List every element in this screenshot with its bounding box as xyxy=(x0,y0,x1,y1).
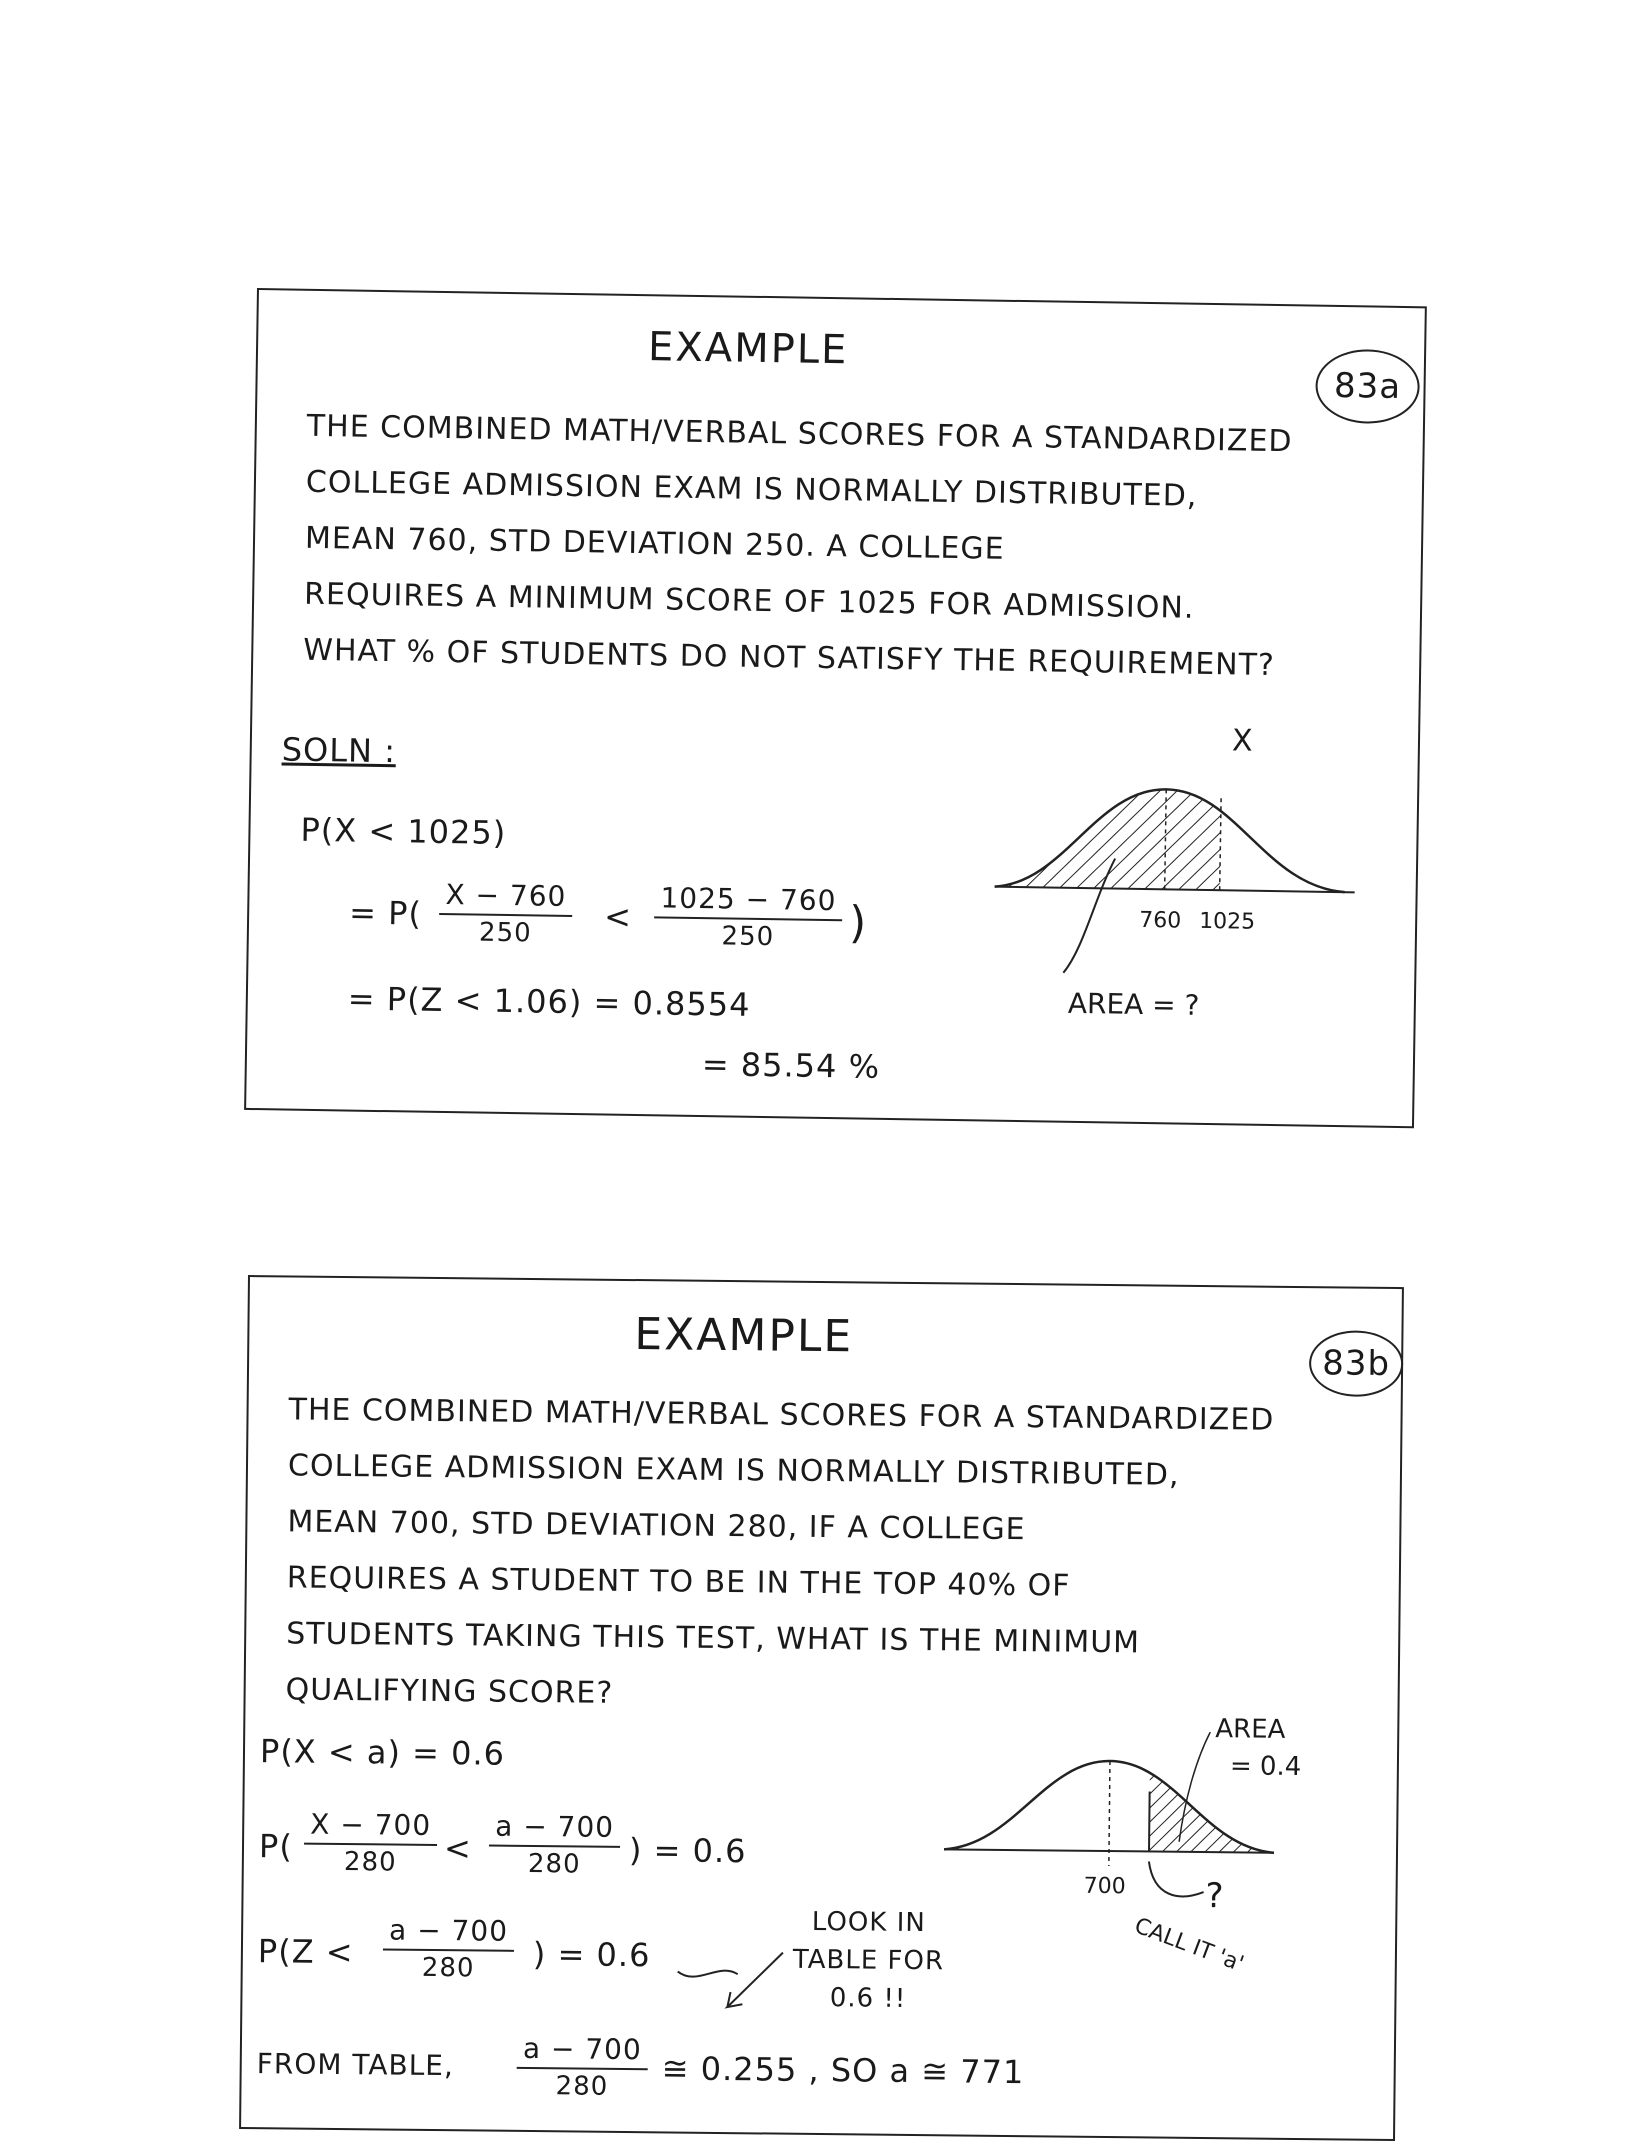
cutoff-line xyxy=(1149,1791,1150,1851)
solution-step: P(X < a) = 0.6 xyxy=(259,1732,506,1773)
solution-step: P(X < 1025) xyxy=(300,810,507,852)
question-mark: ? xyxy=(1205,1876,1224,1917)
problem-line: STUDENTS TAKING THIS TEST, WHAT IS THE MINIMUM xyxy=(286,1616,1141,1661)
note-line: 0.6 !! xyxy=(829,1983,907,2014)
area-label: AREA xyxy=(1215,1714,1286,1745)
fraction-denominator: 250 xyxy=(721,921,775,953)
fraction xyxy=(439,878,573,949)
area-label: AREA = ? xyxy=(1067,986,1200,1022)
page-badge: 83b xyxy=(1309,1330,1404,1397)
fraction-denominator: 250 xyxy=(478,917,532,949)
paren: ) xyxy=(848,897,868,949)
fraction-denominator: 280 xyxy=(343,1847,397,1878)
note-arrow xyxy=(672,1931,793,2022)
fraction xyxy=(489,1810,621,1880)
fraction-numerator: a − 700 xyxy=(383,1913,514,1951)
solution-step-prefix: P( xyxy=(258,1827,293,1866)
operator: < xyxy=(603,897,633,936)
fraction-numerator: a − 700 xyxy=(489,1810,620,1848)
problem-line: REQUIRES A MINIMUM SCORE OF 1025 FOR ADMISSION. xyxy=(303,576,1195,626)
fraction xyxy=(383,1913,515,1983)
tick-label-mean: 760 xyxy=(1138,907,1182,934)
solution-step: = P(Z < 1.06) = 0.8554 xyxy=(347,979,751,1024)
problem-line: THE COMBINED MATH/VERBAL SCORES FOR A STANDARDIZED xyxy=(288,1392,1275,1438)
pointer-arrow xyxy=(1149,1861,1204,1896)
tick-label-value: 1025 xyxy=(1198,908,1256,935)
problem-text xyxy=(303,399,1293,694)
note-line: TABLE FOR xyxy=(792,1944,945,1977)
problem-line: QUALIFYING SCORE? xyxy=(285,1672,614,1711)
note-line: LOOK IN xyxy=(811,1906,926,1939)
tick-label-mean: 700 xyxy=(1083,1873,1126,1900)
example-card-83a xyxy=(244,288,1427,1128)
page-badge: 83a xyxy=(1315,349,1420,425)
problem-line: MEAN 700, STD DEVIATION 280, IF A COLLEGE xyxy=(287,1504,1026,1548)
shaded-area xyxy=(995,787,1347,892)
solution-step-prefix: P(Z < xyxy=(257,1932,354,1972)
variable-label: X xyxy=(1231,723,1253,759)
solution-result: = 85.54 % xyxy=(701,1045,881,1086)
card-title: EXAMPLE xyxy=(647,324,849,374)
area-value: = 0.4 xyxy=(1229,1751,1302,1783)
final-prefix: FROM TABLE, xyxy=(256,2047,455,2083)
normal-curve-graph xyxy=(943,1699,1366,1993)
note xyxy=(792,1903,944,2019)
problem-line: COLLEGE ADMISSION EXAM IS NORMALLY DISTRIBUTED, xyxy=(305,464,1198,514)
solution-step-suffix: ) = 0.6 xyxy=(628,1831,747,1871)
solution-step-prefix: = P( xyxy=(348,893,423,933)
fraction xyxy=(654,881,843,953)
example-card-83b xyxy=(239,1275,1404,2141)
fraction-numerator: X − 700 xyxy=(304,1808,437,1846)
problem-line: THE COMBINED MATH/VERBAL SCORES FOR A STANDARDIZED xyxy=(306,408,1293,460)
fraction-denominator: 280 xyxy=(555,2071,609,2102)
fraction xyxy=(516,2032,648,2102)
solution-label: SOLN : xyxy=(281,730,397,771)
fraction-numerator: X − 760 xyxy=(439,878,572,917)
problem-line: COLLEGE ADMISSION EXAM IS NORMALLY DISTRIBUTED, xyxy=(287,1448,1180,1493)
final-result: ≅ 0.255 , SO a ≅ 771 xyxy=(661,2049,1025,2092)
normal-curve-graph xyxy=(982,707,1387,1043)
call-it-label: CALL IT 'a' xyxy=(1131,1913,1247,1978)
problem-line: REQUIRES A STUDENT TO BE IN THE TOP 40% OF xyxy=(286,1560,1071,1604)
problem-line: MEAN 760, STD DEVIATION 250. A COLLEGE xyxy=(304,520,1005,567)
solution-step-suffix: ) = 0.6 xyxy=(532,1935,651,1975)
problem-line: WHAT % OF STUDENTS DO NOT SATISFY THE REQUIREMENT? xyxy=(303,632,1276,684)
card-title: EXAMPLE xyxy=(634,1309,854,1363)
operator: < xyxy=(443,1829,473,1868)
fraction-numerator: a − 700 xyxy=(517,2032,648,2070)
shaded-area xyxy=(944,1759,1275,1852)
fraction-denominator: 280 xyxy=(421,1952,475,1984)
problem-text xyxy=(285,1382,1274,1728)
fraction-denominator: 280 xyxy=(527,1848,581,1880)
fraction-numerator: 1025 − 760 xyxy=(654,881,843,921)
fraction xyxy=(304,1808,438,1878)
